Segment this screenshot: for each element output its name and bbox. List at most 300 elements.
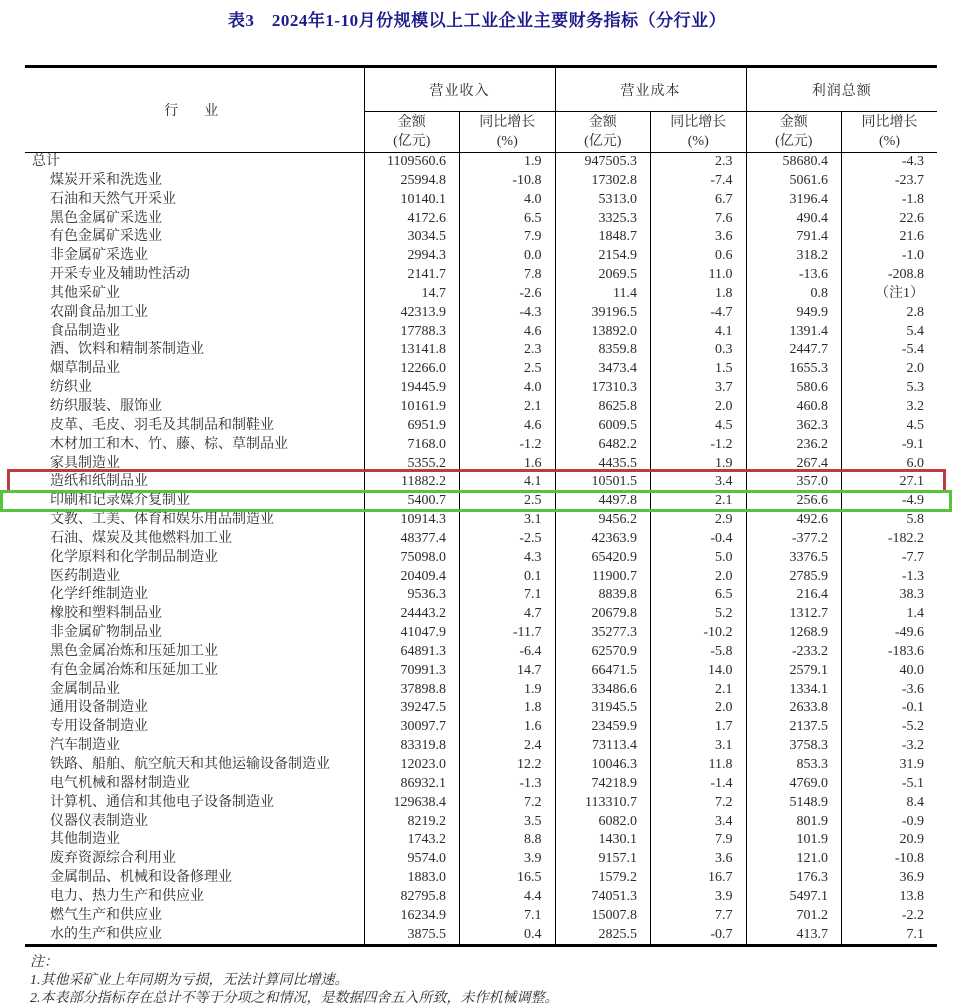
value-cell: 1.4: [842, 605, 938, 624]
industry-cell: 烟草制品业: [50, 361, 120, 377]
value-cell: 11.0: [651, 266, 747, 285]
value-cell: 1334.1: [746, 681, 842, 700]
value-cell: 2137.5: [746, 718, 842, 737]
value-cell: 5148.9: [746, 794, 842, 813]
table-row: [25, 266, 937, 285]
table-row: [25, 831, 937, 850]
industry-cell: 煤炭开采和洗选业: [50, 172, 162, 188]
industry-cell: 皮革、毛皮、羽毛及其制品和制鞋业: [50, 417, 274, 433]
value-cell: 3196.4: [746, 191, 842, 210]
value-cell: 1312.7: [746, 605, 842, 624]
value-cell: 0.4: [460, 926, 556, 946]
value-cell: -3.6: [842, 681, 938, 700]
value-cell: -182.2: [842, 530, 938, 549]
value-cell: 11.8: [651, 756, 747, 775]
value-cell: 176.3: [746, 869, 842, 888]
value-cell: 5.8: [842, 511, 938, 530]
value-cell: 2.9: [651, 511, 747, 530]
value-cell: 5.0: [651, 549, 747, 568]
value-cell: -0.1: [842, 699, 938, 718]
table-row: [25, 794, 937, 813]
value-cell: 11882.2: [364, 473, 460, 492]
value-cell: 1430.1: [555, 831, 651, 850]
footnote-item: 2.本表部分指标存在总计不等于分项之和情况，是数据四舍五入所致，未作机械调整。: [30, 991, 559, 1007]
value-cell: 4.5: [842, 417, 938, 436]
industry-cell: 其他制造业: [50, 832, 120, 848]
value-cell: -2.6: [460, 285, 556, 304]
value-cell: 10501.5: [555, 473, 651, 492]
value-cell: -2.5: [460, 530, 556, 549]
value-cell: 1268.9: [746, 624, 842, 643]
value-cell: 20.9: [842, 831, 938, 850]
value-cell: 2447.7: [746, 341, 842, 360]
value-cell: 492.6: [746, 511, 842, 530]
value-cell: 9456.2: [555, 511, 651, 530]
footnotes: [30, 954, 954, 1008]
value-cell: 1109560.6: [364, 153, 460, 172]
value-cell: 4.1: [651, 323, 747, 342]
table-row: [25, 360, 937, 379]
value-cell: 10140.1: [364, 191, 460, 210]
value-cell: 3.9: [651, 888, 747, 907]
value-cell: 2.0: [842, 360, 938, 379]
industry-cell: 纺织业: [50, 380, 92, 396]
value-cell: 4.6: [460, 323, 556, 342]
value-cell: -1.0: [842, 247, 938, 266]
industry-cell: 其他采矿业: [50, 285, 120, 301]
value-cell: 460.8: [746, 398, 842, 417]
value-cell: 4172.6: [364, 210, 460, 229]
value-cell: 129638.4: [364, 794, 460, 813]
table-header: [25, 67, 937, 153]
table-row: [25, 341, 937, 360]
value-cell: 3473.4: [555, 360, 651, 379]
value-cell: -10.8: [460, 172, 556, 191]
value-cell: 2.1: [460, 398, 556, 417]
value-cell: -13.6: [746, 266, 842, 285]
value-cell: 5.4: [842, 323, 938, 342]
value-cell: 2.8: [842, 304, 938, 323]
value-cell: 2.1: [651, 492, 747, 511]
industry-cell: 印刷和记录媒介复制业: [50, 493, 190, 509]
value-cell: 1883.0: [364, 869, 460, 888]
value-cell: -1.3: [460, 775, 556, 794]
value-cell: 2579.1: [746, 662, 842, 681]
value-cell: 1.8: [651, 285, 747, 304]
value-cell: 12023.0: [364, 756, 460, 775]
value-cell: 14.0: [651, 662, 747, 681]
value-cell: 4.7: [460, 605, 556, 624]
value-cell: 42363.9: [555, 530, 651, 549]
industry-cell: 计算机、通信和其他电子设备制造业: [50, 794, 274, 810]
value-cell: 0.1: [460, 568, 556, 587]
value-cell: -1.2: [651, 436, 747, 455]
value-cell: 0.3: [651, 341, 747, 360]
value-cell: 23459.9: [555, 718, 651, 737]
value-cell: 6.5: [460, 210, 556, 229]
table-row: [25, 699, 937, 718]
sub-header-line: 同比增长: [861, 115, 918, 130]
value-cell: -208.8: [842, 266, 938, 285]
sub-header-line: 金额: [779, 115, 808, 130]
value-cell: 5400.7: [364, 492, 460, 511]
value-cell: 4.6: [460, 417, 556, 436]
value-cell: 58680.4: [746, 153, 842, 172]
value-cell: -4.3: [842, 153, 938, 172]
value-cell: 5313.0: [555, 191, 651, 210]
value-cell: 3758.3: [746, 737, 842, 756]
value-cell: -0.7: [651, 926, 747, 946]
value-cell: -3.2: [842, 737, 938, 756]
value-cell: 101.9: [746, 831, 842, 850]
value-cell: 256.6: [746, 492, 842, 511]
value-cell: -1.8: [842, 191, 938, 210]
value-cell: 3376.5: [746, 549, 842, 568]
value-cell: 82795.8: [364, 888, 460, 907]
value-cell: 1.9: [460, 681, 556, 700]
value-cell: -377.2: [746, 530, 842, 549]
value-cell: -4.3: [460, 304, 556, 323]
industry-cell: 废弃资源综合利用业: [50, 851, 176, 867]
value-cell: 2.3: [460, 341, 556, 360]
value-cell: 31.9: [842, 756, 938, 775]
value-cell: 7.1: [842, 926, 938, 946]
value-cell: 7.2: [651, 794, 747, 813]
value-cell: 65420.9: [555, 549, 651, 568]
sub-header-line: 金额: [397, 115, 426, 130]
value-cell: -4.9: [842, 492, 938, 511]
table-row: [25, 228, 937, 247]
table-row: [25, 775, 937, 794]
table-body: [25, 153, 937, 946]
industry-cell: 有色金属矿采选业: [50, 229, 162, 245]
sub-header-line: (%): [879, 134, 900, 149]
table-container: [25, 65, 937, 947]
value-cell: 580.6: [746, 379, 842, 398]
industry-cell: 总计: [32, 154, 60, 169]
value-cell: 113310.7: [555, 794, 651, 813]
sub-header-line: 同比增长: [670, 115, 727, 130]
value-cell: 39247.5: [364, 699, 460, 718]
value-cell: 20679.8: [555, 605, 651, 624]
table-row: [25, 549, 937, 568]
sub-header-line: 同比增长: [479, 115, 536, 130]
value-cell: 16.5: [460, 869, 556, 888]
table-row: [25, 210, 937, 229]
value-cell: 1579.2: [555, 869, 651, 888]
value-cell: 0.0: [460, 247, 556, 266]
value-cell: -233.2: [746, 643, 842, 662]
value-cell: 7.1: [460, 586, 556, 605]
sub-header-line: (亿元): [775, 134, 813, 149]
industry-cell: 文教、工美、体育和娱乐用品制造业: [50, 512, 274, 528]
value-cell: 1.6: [460, 455, 556, 474]
page-title: 表3 2024年1-10月份规模以上工业企业主要财务指标（分行业）: [227, 11, 727, 30]
value-cell: 801.9: [746, 813, 842, 832]
value-cell: 490.4: [746, 210, 842, 229]
value-cell: 74051.3: [555, 888, 651, 907]
value-cell: 33486.6: [555, 681, 651, 700]
column-header-profit-amount: [746, 112, 842, 153]
value-cell: 216.4: [746, 586, 842, 605]
value-cell: 2.5: [460, 492, 556, 511]
value-cell: -2.2: [842, 907, 938, 926]
value-cell: 318.2: [746, 247, 842, 266]
value-cell: 5355.2: [364, 455, 460, 474]
value-cell: 8625.8: [555, 398, 651, 417]
sub-header-line: (亿元): [584, 134, 622, 149]
value-cell: 20409.4: [364, 568, 460, 587]
value-cell: 11.4: [555, 285, 651, 304]
value-cell: 3.6: [651, 228, 747, 247]
industry-cell: 家具制造业: [50, 455, 120, 471]
table-row: [25, 455, 937, 474]
value-cell: 12266.0: [364, 360, 460, 379]
value-cell: 64891.3: [364, 643, 460, 662]
table-row: [25, 191, 937, 210]
industry-cell: 电气机械和器材制造业: [50, 775, 190, 791]
value-cell: 70991.3: [364, 662, 460, 681]
value-cell: 4.4: [460, 888, 556, 907]
value-cell: 6082.0: [555, 813, 651, 832]
value-cell: 4.5: [651, 417, 747, 436]
industry-cell: 专用设备制造业: [50, 719, 148, 735]
value-cell: 2825.5: [555, 926, 651, 946]
value-cell: 13892.0: [555, 323, 651, 342]
value-cell: 7.9: [651, 831, 747, 850]
value-cell: 1848.7: [555, 228, 651, 247]
value-cell: 853.3: [746, 756, 842, 775]
value-cell: 42313.9: [364, 304, 460, 323]
table-row: [25, 605, 937, 624]
value-cell: 0.8: [746, 285, 842, 304]
industry-cell: 石油和天然气开采业: [50, 191, 176, 207]
column-header-revenue-amount: [364, 112, 460, 153]
value-cell: 4435.5: [555, 455, 651, 474]
value-cell: 2069.5: [555, 266, 651, 285]
value-cell: -11.7: [460, 624, 556, 643]
value-cell: 1.7: [651, 718, 747, 737]
value-cell: 21.6: [842, 228, 938, 247]
value-cell: -1.4: [651, 775, 747, 794]
value-cell: -4.7: [651, 304, 747, 323]
industry-cell: 金属制品、机械和设备修理业: [50, 870, 232, 886]
value-cell: 4769.0: [746, 775, 842, 794]
value-cell: 7.8: [460, 266, 556, 285]
value-cell: 3.1: [460, 511, 556, 530]
value-cell: 949.9: [746, 304, 842, 323]
value-cell: 4497.8: [555, 492, 651, 511]
value-cell: 4.0: [460, 191, 556, 210]
column-header-industry: 行 业: [25, 67, 364, 153]
value-cell: 16234.9: [364, 907, 460, 926]
value-cell: （注1）: [842, 285, 938, 304]
value-cell: 2994.3: [364, 247, 460, 266]
value-cell: 5497.1: [746, 888, 842, 907]
value-cell: 73113.4: [555, 737, 651, 756]
value-cell: 3.6: [651, 850, 747, 869]
value-cell: 7.6: [651, 210, 747, 229]
value-cell: 4.0: [460, 379, 556, 398]
table-row: [25, 172, 937, 191]
table-row: [25, 153, 937, 172]
value-cell: 6951.9: [364, 417, 460, 436]
value-cell: -5.2: [842, 718, 938, 737]
value-cell: 5061.6: [746, 172, 842, 191]
table-row: [25, 737, 937, 756]
value-cell: 9536.3: [364, 586, 460, 605]
value-cell: -5.8: [651, 643, 747, 662]
industry-cell: 汽车制造业: [50, 738, 120, 754]
industry-cell: 开采专业及辅助性活动: [50, 267, 190, 283]
value-cell: 2633.8: [746, 699, 842, 718]
industry-cell: 橡胶和塑料制品业: [50, 606, 162, 622]
table-row: [25, 662, 937, 681]
industry-cell: 造纸和纸制品业: [50, 474, 148, 490]
table-row: [25, 285, 937, 304]
value-cell: 791.4: [746, 228, 842, 247]
industry-cell: 石油、煤炭及其他燃料加工业: [50, 530, 232, 546]
value-cell: 3.2: [842, 398, 938, 417]
industry-cell: 酒、饮料和精制茶制造业: [50, 342, 204, 358]
value-cell: -10.8: [842, 850, 938, 869]
table-row: [25, 530, 937, 549]
value-cell: 6.7: [651, 191, 747, 210]
table-row: [25, 568, 937, 587]
table-row: [25, 417, 937, 436]
value-cell: 35277.3: [555, 624, 651, 643]
table-row: [25, 756, 937, 775]
footnote-item: 1.其他采矿业上年同期为亏损，无法计算同比增速。: [30, 973, 349, 989]
value-cell: 25994.8: [364, 172, 460, 191]
value-cell: 7.9: [460, 228, 556, 247]
value-cell: 83319.8: [364, 737, 460, 756]
industry-cell: 木材加工和木、竹、藤、棕、草制品业: [50, 436, 288, 452]
value-cell: 31945.5: [555, 699, 651, 718]
value-cell: 7168.0: [364, 436, 460, 455]
value-cell: 10161.9: [364, 398, 460, 417]
value-cell: 2.0: [651, 568, 747, 587]
value-cell: 2.5: [460, 360, 556, 379]
column-header-operating-cost: 营业成本: [555, 67, 746, 112]
value-cell: 38.3: [842, 586, 938, 605]
value-cell: 24443.2: [364, 605, 460, 624]
value-cell: 75098.0: [364, 549, 460, 568]
value-cell: -1.3: [842, 568, 938, 587]
value-cell: 2.0: [651, 699, 747, 718]
value-cell: 17310.3: [555, 379, 651, 398]
sub-header-line: (亿元): [393, 134, 431, 149]
value-cell: 6482.2: [555, 436, 651, 455]
table-row: [25, 511, 937, 530]
table-row: [25, 869, 937, 888]
industry-cell: 化学纤维制造业: [50, 587, 148, 603]
value-cell: -0.4: [651, 530, 747, 549]
value-cell: 3325.3: [555, 210, 651, 229]
column-header-cost-amount: [555, 112, 651, 153]
table-row: [25, 323, 937, 342]
value-cell: 3.4: [651, 473, 747, 492]
value-cell: -49.6: [842, 624, 938, 643]
value-cell: 3.5: [460, 813, 556, 832]
value-cell: 15007.8: [555, 907, 651, 926]
value-cell: 8.4: [842, 794, 938, 813]
value-cell: 8219.2: [364, 813, 460, 832]
value-cell: -7.7: [842, 549, 938, 568]
table-row: [25, 436, 937, 455]
table-row: [25, 624, 937, 643]
value-cell: 121.0: [746, 850, 842, 869]
sub-header-line: (%): [687, 134, 709, 149]
value-cell: 37898.8: [364, 681, 460, 700]
value-cell: 2141.7: [364, 266, 460, 285]
value-cell: 16.7: [651, 869, 747, 888]
value-cell: 2154.9: [555, 247, 651, 266]
table-row: [25, 492, 937, 511]
value-cell: 1.9: [460, 153, 556, 172]
value-cell: 27.1: [842, 473, 938, 492]
value-cell: 3.7: [651, 379, 747, 398]
industry-cell: 电力、热力生产和供应业: [50, 888, 204, 904]
industry-cell: 食品制造业: [50, 323, 120, 339]
value-cell: 2.4: [460, 737, 556, 756]
value-cell: -0.9: [842, 813, 938, 832]
value-cell: 9574.0: [364, 850, 460, 869]
value-cell: 13.8: [842, 888, 938, 907]
value-cell: 0.6: [651, 247, 747, 266]
column-header-cost-growth: [651, 112, 747, 153]
table-row: [25, 926, 937, 946]
value-cell: -1.2: [460, 436, 556, 455]
value-cell: 8.8: [460, 831, 556, 850]
value-cell: 10914.3: [364, 511, 460, 530]
value-cell: -7.4: [651, 172, 747, 191]
column-header-revenue-growth: [460, 112, 556, 153]
value-cell: 86932.1: [364, 775, 460, 794]
industry-cell: 有色金属冶炼和压延加工业: [50, 662, 218, 678]
value-cell: 13141.8: [364, 341, 460, 360]
value-cell: 10046.3: [555, 756, 651, 775]
value-cell: 7.2: [460, 794, 556, 813]
value-cell: 3875.5: [364, 926, 460, 946]
value-cell: 3.9: [460, 850, 556, 869]
value-cell: 2.0: [651, 398, 747, 417]
value-cell: 14.7: [460, 662, 556, 681]
industry-cell: 黑色金属矿采选业: [50, 210, 162, 226]
value-cell: -5.1: [842, 775, 938, 794]
value-cell: 1391.4: [746, 323, 842, 342]
value-cell: 236.2: [746, 436, 842, 455]
value-cell: 2.1: [651, 681, 747, 700]
industry-cell: 通用设备制造业: [50, 700, 148, 716]
industry-cell: 黑色金属冶炼和压延加工业: [50, 643, 218, 659]
table-row: [25, 586, 937, 605]
table-row: [25, 247, 937, 266]
industry-cell: 铁路、船舶、航空航天和其他运输设备制造业: [50, 757, 330, 772]
value-cell: 7.7: [651, 907, 747, 926]
value-cell: 3.1: [651, 737, 747, 756]
value-cell: 6.5: [651, 586, 747, 605]
table-row: [25, 850, 937, 869]
value-cell: -10.2: [651, 624, 747, 643]
value-cell: 22.6: [842, 210, 938, 229]
industry-cell: 纺织服装、服饰业: [50, 398, 162, 414]
value-cell: 17788.3: [364, 323, 460, 342]
table-row: [25, 718, 937, 737]
value-cell: 30097.7: [364, 718, 460, 737]
table-row: [25, 304, 937, 323]
value-cell: 947505.3: [555, 153, 651, 172]
